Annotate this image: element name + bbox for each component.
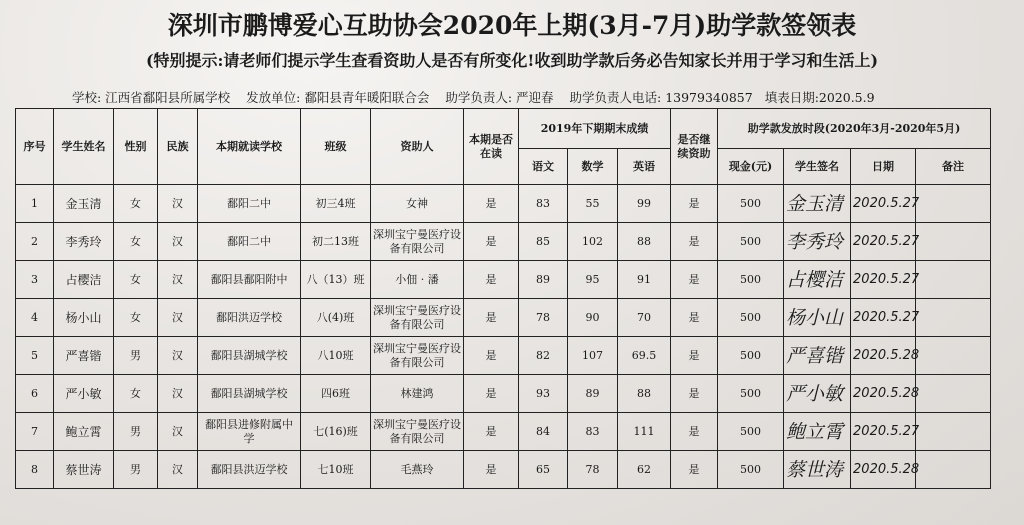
cell-sponsor: 毛燕玲 xyxy=(371,451,464,489)
cell-remark xyxy=(916,413,991,451)
table-row xyxy=(16,337,991,375)
header-sponsor: 资助人 xyxy=(371,109,464,185)
table-row xyxy=(16,185,991,223)
cell-remark xyxy=(916,337,991,375)
cell-english: 62 xyxy=(618,451,671,489)
cell-remark xyxy=(916,299,991,337)
table-row xyxy=(16,299,991,337)
cell-name: 杨小山 xyxy=(54,299,114,337)
cell-school: 鄱阳县湖城学校 xyxy=(198,337,301,375)
cell-class: 七10班 xyxy=(301,451,371,489)
cell-cash: 500 xyxy=(718,261,784,299)
cell-ethnicity: 汉 xyxy=(158,185,198,223)
cell-chinese: 85 xyxy=(519,223,568,261)
header-school: 本期就读学校 xyxy=(198,109,301,185)
cell-math: 89 xyxy=(568,375,618,413)
cell-remark xyxy=(916,223,991,261)
cell-enrolled: 是 xyxy=(464,451,519,489)
cell-school: 鄱阳二中 xyxy=(198,185,301,223)
cell-enrolled: 是 xyxy=(464,413,519,451)
cell-enrolled: 是 xyxy=(464,223,519,261)
header-remark: 备注 xyxy=(916,149,991,185)
header-class: 班级 xyxy=(301,109,371,185)
table-row xyxy=(16,261,991,299)
cell-no: 7 xyxy=(16,413,54,451)
cell-chinese: 65 xyxy=(519,451,568,489)
cell-class: 八(4)班 xyxy=(301,299,371,337)
cell-english: 70 xyxy=(618,299,671,337)
cell-date: 2020.5.27 xyxy=(851,261,916,299)
cell-cash: 500 xyxy=(718,375,784,413)
cell-chinese: 82 xyxy=(519,337,568,375)
header-ethnicity: 民族 xyxy=(158,109,198,185)
cell-gender: 女 xyxy=(114,185,158,223)
cell-class: 初二13班 xyxy=(301,223,371,261)
cell-chinese: 83 xyxy=(519,185,568,223)
cell-signature: 占樱洁 xyxy=(784,261,851,299)
info-phone: 助学负责人电话: 13979340857 xyxy=(569,90,753,105)
cell-signature: 鲍立霄 xyxy=(784,413,851,451)
table-row xyxy=(16,223,991,261)
cell-gender: 女 xyxy=(114,375,158,413)
cell-date: 2020.5.28 xyxy=(851,337,916,375)
cell-gender: 男 xyxy=(114,451,158,489)
cell-ethnicity: 汉 xyxy=(158,223,198,261)
header-math: 数学 xyxy=(568,149,618,185)
cell-signature: 杨小山 xyxy=(784,299,851,337)
cell-no: 6 xyxy=(16,375,54,413)
cell-math: 90 xyxy=(568,299,618,337)
cell-continue: 是 xyxy=(671,413,718,451)
cell-sponsor: 深圳宝宁曼医疗设备有限公司 xyxy=(371,299,464,337)
header-name: 学生姓名 xyxy=(54,109,114,185)
cell-ethnicity: 汉 xyxy=(158,337,198,375)
cell-sponsor: 深圳宝宁曼医疗设备有限公司 xyxy=(371,337,464,375)
cell-name: 严喜锴 xyxy=(54,337,114,375)
cell-no: 5 xyxy=(16,337,54,375)
cell-continue: 是 xyxy=(671,375,718,413)
cell-remark xyxy=(916,261,991,299)
cell-enrolled: 是 xyxy=(464,185,519,223)
cell-school: 鄱阳县鄱阳附中 xyxy=(198,261,301,299)
cell-ethnicity: 汉 xyxy=(158,375,198,413)
cell-class: 八（13）班 xyxy=(301,261,371,299)
cell-continue: 是 xyxy=(671,223,718,261)
cell-name: 严小敏 xyxy=(54,375,114,413)
cell-school: 鄱阳县洪迈学校 xyxy=(198,451,301,489)
header-grant-group: 助学款发放时段(2020年3月-2020年5月) xyxy=(718,109,991,149)
cell-chinese: 84 xyxy=(519,413,568,451)
cell-date: 2020.5.27 xyxy=(851,413,916,451)
cell-no: 4 xyxy=(16,299,54,337)
header-continue: 是否继续资助 xyxy=(671,109,718,185)
cell-name: 鲍立霄 xyxy=(54,413,114,451)
header-enrolled: 本期是否在读 xyxy=(464,109,519,185)
cell-cash: 500 xyxy=(718,451,784,489)
cell-cash: 500 xyxy=(718,299,784,337)
cell-class: 七(16)班 xyxy=(301,413,371,451)
cell-gender: 男 xyxy=(114,337,158,375)
grant-table xyxy=(15,108,991,489)
cell-gender: 女 xyxy=(114,261,158,299)
cell-ethnicity: 汉 xyxy=(158,451,198,489)
cell-cash: 500 xyxy=(718,413,784,451)
header-english: 英语 xyxy=(618,149,671,185)
special-notice: (特别提示:请老师们提示学生查看资助人是否有所变化!收到助学款后务必告知家长并用于学习和生活上) xyxy=(145,51,879,70)
cell-gender: 男 xyxy=(114,413,158,451)
cell-cash: 500 xyxy=(718,223,784,261)
table-row xyxy=(16,375,991,413)
info-line xyxy=(72,88,887,106)
cell-enrolled: 是 xyxy=(464,337,519,375)
cell-math: 55 xyxy=(568,185,618,223)
cell-continue: 是 xyxy=(671,185,718,223)
cell-name: 李秀玲 xyxy=(54,223,114,261)
cell-continue: 是 xyxy=(671,337,718,375)
cell-sponsor: 小佃 · 潘 xyxy=(371,261,464,299)
cell-english: 111 xyxy=(618,413,671,451)
cell-sponsor: 女神 xyxy=(371,185,464,223)
cell-gender: 女 xyxy=(114,223,158,261)
cell-no: 8 xyxy=(16,451,54,489)
cell-remark xyxy=(916,451,991,489)
cell-signature: 蔡世涛 xyxy=(784,451,851,489)
cell-date: 2020.5.28 xyxy=(851,451,916,489)
cell-math: 83 xyxy=(568,413,618,451)
cell-no: 3 xyxy=(16,261,54,299)
cell-gender: 女 xyxy=(114,299,158,337)
cell-english: 91 xyxy=(618,261,671,299)
cell-ethnicity: 汉 xyxy=(158,299,198,337)
document-title: 深圳市鹏博爱心互助协会2020年上期(3月-7月)助学款签领表 xyxy=(167,11,857,40)
cell-chinese: 78 xyxy=(519,299,568,337)
cell-continue: 是 xyxy=(671,299,718,337)
header-cash: 现金(元) xyxy=(718,149,784,185)
cell-date: 2020.5.27 xyxy=(851,299,916,337)
cell-date: 2020.5.27 xyxy=(851,185,916,223)
cell-enrolled: 是 xyxy=(464,299,519,337)
header-chinese: 语文 xyxy=(519,149,568,185)
cell-sponsor: 深圳宝宁曼医疗设备有限公司 xyxy=(371,413,464,451)
cell-class: 初三4班 xyxy=(301,185,371,223)
header-scores-group: 2019年下期期末成绩 xyxy=(519,109,671,149)
cell-cash: 500 xyxy=(718,185,784,223)
cell-name: 蔡世涛 xyxy=(54,451,114,489)
cell-date: 2020.5.28 xyxy=(851,375,916,413)
cell-math: 78 xyxy=(568,451,618,489)
cell-sponsor: 林建鸿 xyxy=(371,375,464,413)
cell-school: 鄱阳二中 xyxy=(198,223,301,261)
cell-english: 88 xyxy=(618,223,671,261)
cell-no: 2 xyxy=(16,223,54,261)
header-no: 序号 xyxy=(16,109,54,185)
header-signature: 学生签名 xyxy=(784,149,851,185)
cell-cash: 500 xyxy=(718,337,784,375)
cell-remark xyxy=(916,185,991,223)
header-gender: 性别 xyxy=(114,109,158,185)
cell-class: 八10班 xyxy=(301,337,371,375)
cell-ethnicity: 汉 xyxy=(158,261,198,299)
table-row xyxy=(16,413,991,451)
cell-math: 95 xyxy=(568,261,618,299)
cell-math: 102 xyxy=(568,223,618,261)
cell-english: 88 xyxy=(618,375,671,413)
cell-no: 1 xyxy=(16,185,54,223)
cell-math: 107 xyxy=(568,337,618,375)
cell-class: 四6班 xyxy=(301,375,371,413)
cell-continue: 是 xyxy=(671,261,718,299)
cell-school: 鄱阳县进修附属中学 xyxy=(198,413,301,451)
cell-name: 金玉清 xyxy=(54,185,114,223)
cell-enrolled: 是 xyxy=(464,375,519,413)
cell-date: 2020.5.27 xyxy=(851,223,916,261)
cell-school: 鄱阳洪迈学校 xyxy=(198,299,301,337)
info-person: 助学负责人: 严迎春 xyxy=(445,90,554,105)
cell-signature: 金玉清 xyxy=(784,185,851,223)
info-fill-date: 填表日期:2020.5.9 xyxy=(764,90,875,105)
cell-chinese: 89 xyxy=(519,261,568,299)
cell-english: 99 xyxy=(618,185,671,223)
cell-sponsor: 深圳宝宁曼医疗设备有限公司 xyxy=(371,223,464,261)
header-date: 日期 xyxy=(851,149,916,185)
cell-enrolled: 是 xyxy=(464,261,519,299)
cell-name: 占樱洁 xyxy=(54,261,114,299)
cell-signature: 严小敏 xyxy=(784,375,851,413)
table-row xyxy=(16,451,991,489)
cell-continue: 是 xyxy=(671,451,718,489)
cell-english: 69.5 xyxy=(618,337,671,375)
cell-remark xyxy=(916,375,991,413)
cell-chinese: 93 xyxy=(519,375,568,413)
info-issuer: 发放单位: 鄱阳县青年暖阳联合会 xyxy=(246,90,430,105)
cell-signature: 严喜锴 xyxy=(784,337,851,375)
info-school: 学校: 江西省鄱阳县所属学校 xyxy=(72,90,231,105)
cell-ethnicity: 汉 xyxy=(158,413,198,451)
cell-school: 鄱阳县湖城学校 xyxy=(198,375,301,413)
cell-signature: 李秀玲 xyxy=(784,223,851,261)
